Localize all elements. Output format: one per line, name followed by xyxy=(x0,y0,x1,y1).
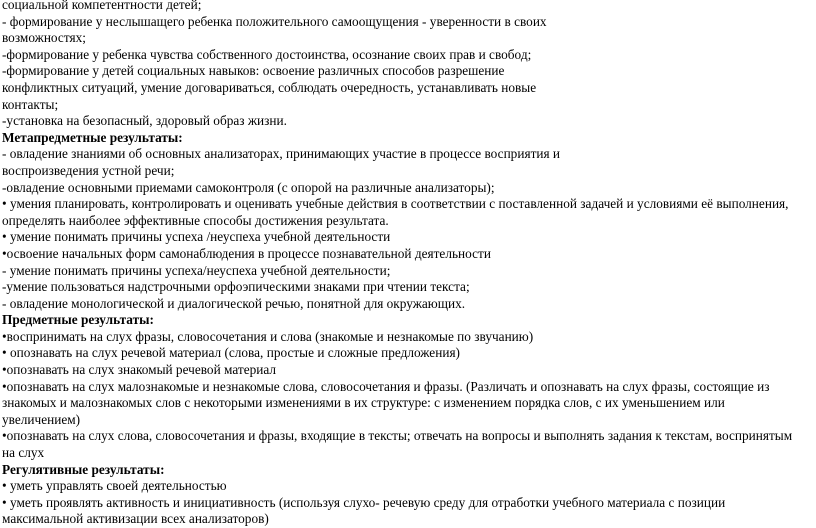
text-line: - овладение монологической и диалогической речью, понятной для окружающих. xyxy=(2,295,466,311)
text-line: знакомых и малознакомых слов с некоторыми изменениями в их структуре: с изменением порядка слов, с их уменьшением или xyxy=(2,395,725,411)
text-line: •освоение начальных форм самонаблюдения в процессе познавательной деятельности xyxy=(2,245,491,261)
text-line: максимальной активизации всех анализаторов) xyxy=(2,511,269,527)
text-line: • уметь проявлять активность и инициативность (используя слухо- речевую среду для отработки учебного материала с позиции xyxy=(2,494,726,510)
text-line: воспроизведения устной речи; xyxy=(2,162,175,178)
text-line: -формирование у детей социальных навыков: освоение различных способов разрешение xyxy=(2,63,505,79)
text-line: •опознавать на слух слова, словосочетания и фразы, входящие в тексты; отвечать на вопросы и выполнять задания к текстам, воспринятым xyxy=(2,428,793,444)
text-line: конфликтных ситуаций, умение договариваться, соблюдать очередность, устанавливать новые xyxy=(2,79,537,95)
text-line: •опознавать на слух знакомый речевой материал xyxy=(2,362,277,378)
text-line: определять наиболее эффективные способы достижения результата. xyxy=(2,212,389,228)
text-line: возможностях; xyxy=(2,30,86,46)
text-line: - формирование у неслышащего ребенка положительного самоощущения - уверенности в своих xyxy=(2,13,547,29)
text-line: • умения планировать, контролировать и оценивать учебные действия в соответствии с поставленной задачей и условиями её выполнения, xyxy=(2,196,789,212)
text-line: -овладение основными приемами самоконтроля (с опорой на различные анализаторы); xyxy=(2,179,495,195)
text-line: -формирование у ребенка чувства собственного достоинства, осознание своих прав и свобод; xyxy=(2,46,532,62)
text-line: •опознавать на слух малознакомые и незнакомые слова, словосочетания и фразы. (Различать и опознавать на слух фразы, состоящие из xyxy=(2,378,770,394)
section-heading-subject: Предметные результаты: xyxy=(2,312,154,328)
text-line: -установка на безопасный, здоровый образ жизни. xyxy=(2,113,287,129)
section-heading-regulatory: Регулятивные результаты: xyxy=(2,461,165,477)
text-line: контакты; xyxy=(2,96,59,112)
text-line: социальной компетентности детей; xyxy=(2,0,202,12)
text-line: увеличением) xyxy=(2,411,81,427)
text-line: • умение понимать причины успеха /неуспеха учебной деятельности xyxy=(2,229,391,245)
text-line: - овладение знаниями об основных анализаторах, принимающих участие в процессе восприятия и xyxy=(2,146,561,162)
text-line: •воспринимать на слух фразы, словосочетания и слова (знакомые и незнакомые по звучанию) xyxy=(2,328,534,344)
text-line: - умение понимать причины успеха/неуспеха учебной деятельности; xyxy=(2,262,391,278)
text-line: • уметь управлять своей деятельностью xyxy=(2,478,227,494)
section-heading-metasubject: Метапредметные результаты: xyxy=(2,129,183,145)
text-line: на слух xyxy=(2,445,45,461)
text-line: • опознавать на слух речевой материал (слова, простые и сложные предложения) xyxy=(2,345,460,361)
text-line: -умение пользоваться надстрочными орфоэпическими знаками при чтении текста; xyxy=(2,279,470,295)
